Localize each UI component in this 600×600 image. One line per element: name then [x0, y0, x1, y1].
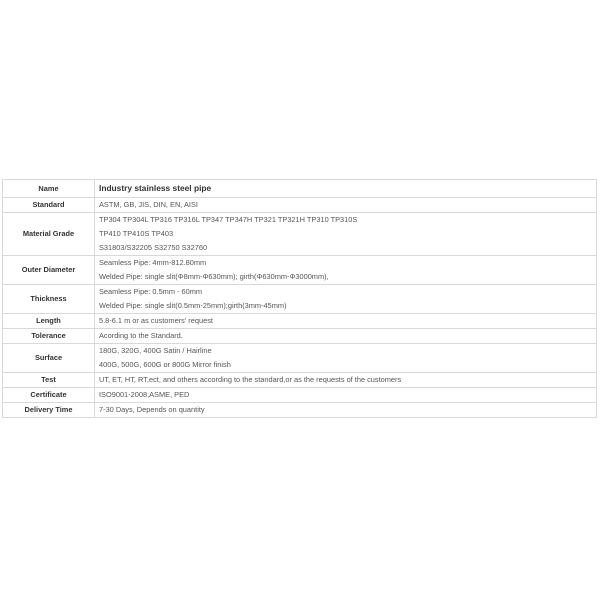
row-value	[95, 213, 597, 256]
row-value	[95, 403, 597, 418]
row-label: Tolerance	[3, 329, 95, 344]
table-row	[3, 329, 597, 344]
header-name-cell: Name	[3, 180, 95, 198]
value-line: Welded Pipe: single slit(Φ8mm-Φ630mm); girth(Φ630mm-Φ3000mm),	[99, 272, 329, 281]
row-value	[95, 344, 597, 373]
value-line: Acording to the Standard.	[99, 331, 183, 340]
table-row	[3, 198, 597, 213]
row-label: Certificate	[3, 388, 95, 403]
table-row	[3, 403, 597, 418]
row-value	[95, 329, 597, 344]
row-label: Thickness	[3, 285, 95, 314]
value-line: ISO9001-2008,ASME, PED	[99, 390, 190, 399]
row-value	[95, 256, 597, 285]
value-line: S31803/S32205 S32750 S32760	[99, 243, 208, 252]
table-row	[3, 285, 597, 314]
row-label: Length	[3, 314, 95, 329]
row-value	[95, 373, 597, 388]
value-line: 180G, 320G, 400G Satin / Hairline	[99, 346, 212, 355]
table-row	[3, 256, 597, 285]
row-value	[95, 314, 597, 329]
table-row	[3, 314, 597, 329]
value-line: Seamless Pipe: 4mm-812.80mm	[99, 258, 207, 267]
row-value	[95, 388, 597, 403]
row-label: Standard	[3, 198, 95, 213]
row-label: Delivery Time	[3, 403, 95, 418]
row-value	[95, 285, 597, 314]
spec-table	[2, 179, 597, 418]
value-line: TP410 TP410S TP403	[99, 229, 174, 238]
header-value-cell	[95, 180, 597, 198]
value-line: 400G, 500G, 600G or 800G Mirror finish	[99, 360, 231, 369]
table-row	[3, 388, 597, 403]
row-label: Material Grade	[3, 213, 95, 256]
row-label: Test	[3, 373, 95, 388]
value-line: Seamless Pipe: 0.5mm - 60mm	[99, 287, 203, 296]
value-line: ASTM, GB, JIS, DIN, EN, AISI	[99, 200, 198, 209]
table-row	[3, 344, 597, 373]
row-label: Surface	[3, 344, 95, 373]
table-row	[3, 373, 597, 388]
value-line: 5.8-6.1 m or as customers' request	[99, 316, 213, 325]
table-header-row	[3, 180, 597, 198]
value-line: TP304 TP304L TP316 TP316L TP347 TP347H TP321 TP321H TP310 TP310S	[99, 215, 358, 224]
value-line: Welded Pipe: single slit(0.5mm-25mm);girth(3mm-45mm)	[99, 301, 287, 310]
row-label: Outer Diameter	[3, 256, 95, 285]
product-title: Industry stainless steel pipe	[99, 183, 212, 193]
row-value	[95, 198, 597, 213]
value-line: UT, ET, HT, RT,ect, and others according to the standard,or as the requests of the customers	[99, 375, 402, 384]
table-row	[3, 213, 597, 256]
value-line: 7-30 Days, Depends on quantity	[99, 405, 205, 414]
